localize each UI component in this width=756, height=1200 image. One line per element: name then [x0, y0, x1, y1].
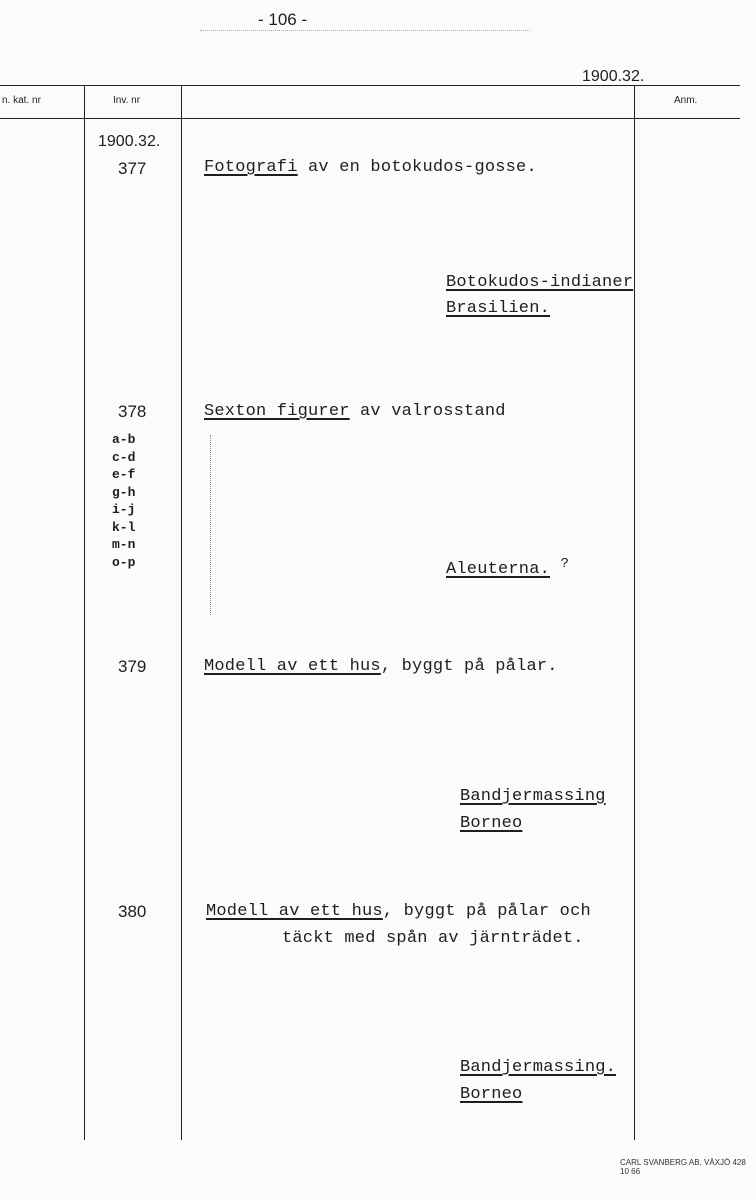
entry-description-378 [204, 402, 506, 421]
column-divider-anm [634, 85, 635, 1140]
entry-description-377 [204, 158, 537, 177]
table-top-rule [0, 85, 740, 86]
column-header-anm: Anm. [674, 95, 698, 106]
sub-item: i-j [112, 502, 136, 517]
entry-text: , byggt på pålar och [382, 902, 591, 921]
entry-description-380 [206, 902, 591, 921]
sub-item: k-l [112, 519, 136, 535]
location-380-line1: Bandjermassing. [460, 1058, 617, 1077]
entry-text: av en botokudos-gosse. [297, 158, 537, 177]
sub-item: g-h [112, 484, 136, 500]
location-377-line2: Brasilien. [446, 299, 551, 318]
inv-number-380: 380 [118, 902, 147, 921]
location-379-line1: Bandjermassing [460, 787, 606, 806]
column-header-inv-nr: Inv. nr [113, 95, 141, 106]
inv-number-377: 377 [118, 159, 147, 178]
location-380-line2: Borneo [460, 1085, 523, 1104]
entry-title: Modell av ett hus [204, 657, 381, 676]
location-378 [446, 556, 570, 579]
column-divider-desc [181, 85, 182, 1140]
sub-item: e-f [112, 467, 136, 482]
location-377-line1: Botokudos-indianer [446, 273, 634, 292]
page-number-dots [200, 30, 530, 31]
entry-text: av valrosstand [349, 402, 506, 421]
location-379-line2: Borneo [460, 814, 523, 833]
header-reference: 1900.32. [582, 68, 645, 85]
column-divider-inv [84, 85, 85, 1140]
sub-items-378 [112, 431, 135, 571]
entry-description-379 [204, 657, 558, 676]
faint-bracket-line [210, 435, 211, 615]
entry-title: Modell av ett hus [206, 902, 383, 921]
sub-item: o-p [112, 554, 136, 570]
query-mark: ? [560, 556, 570, 572]
entry-description-380-line2: täckt med spån av järnträdet. [282, 929, 584, 948]
entry-title: Sexton figurer [204, 402, 350, 421]
sub-item: m-n [112, 537, 136, 552]
entry-text: , byggt på pålar. [380, 657, 558, 676]
table-header-rule [0, 118, 740, 119]
entry-title: Fotografi [204, 158, 298, 177]
inv-number-378: 378 [118, 402, 147, 421]
sub-item: a-b [112, 432, 136, 447]
column-header-kat-nr: n. kat. nr [2, 95, 41, 106]
sub-item: c-d [112, 449, 136, 465]
location-text: Aleuterna. [446, 560, 551, 579]
page-number: - 106 - [258, 10, 308, 29]
series-reference: 1900.32. [98, 133, 161, 150]
inv-number-379: 379 [118, 657, 147, 676]
printer-mark: CARL SVANBERG AB, VÄXJÖ 428 10 66 [620, 1158, 746, 1176]
